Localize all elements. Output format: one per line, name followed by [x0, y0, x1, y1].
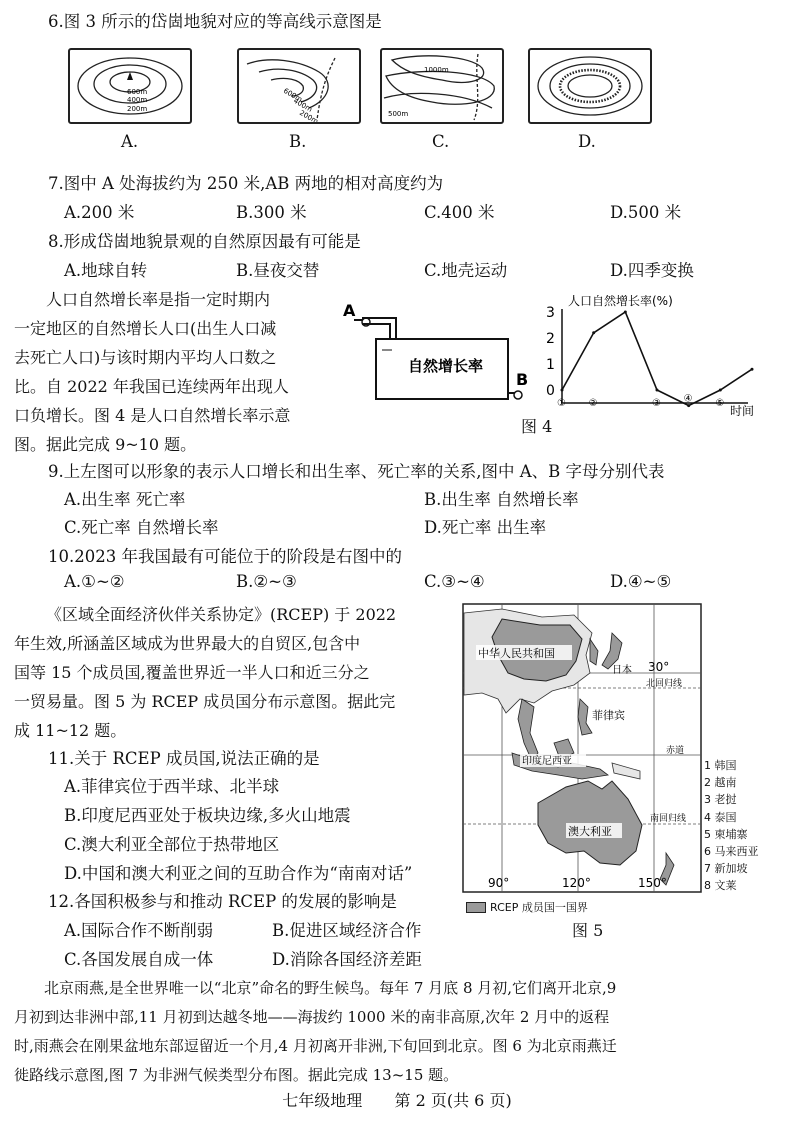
contour-map-c: [380, 48, 504, 124]
member-item: 2 越南: [704, 776, 737, 790]
chart-point-label: ③: [652, 398, 661, 409]
member-item: 7 新加坡: [704, 862, 748, 876]
footer-page-number: 第 2 页(共 6 页): [394, 1091, 512, 1110]
q7-option-b[interactable]: B.300 米: [236, 203, 307, 222]
q6-label-a: A.: [121, 132, 139, 151]
fig5-legend: RCEP 成员国一国界: [466, 899, 588, 915]
peak-icon: [127, 72, 133, 80]
legend-swatch: [466, 902, 486, 913]
svg-text:南回归线: 南回归线: [650, 814, 687, 824]
chart-point-label: ①: [557, 398, 566, 409]
q12-option-b[interactable]: B.促进区域经济合作: [272, 921, 422, 940]
svg-text:400m: 400m: [292, 96, 314, 114]
svg-text:A: A: [343, 301, 356, 320]
fig5-caption: 图 5: [572, 921, 604, 940]
svg-text:90°: 90°: [488, 876, 510, 890]
chart-point: [656, 389, 659, 392]
q11-option-a[interactable]: A.菲律宾位于西半球、北半球: [64, 777, 280, 796]
intro-population: 人口自然增长率是指一定时期内 一定地区的自然增长人口(出生人口减 去死亡人口)与该时期内平均人口数之 比。自 2022 年我国已连续两年出现人 口负增长。图 4 是人口自然增长率示意 图。据此完成 9~10 题。: [14, 290, 291, 454]
member-item: 8 文莱: [704, 879, 737, 893]
contour-map-d: [528, 48, 652, 124]
q9-stem: 9.上左图可以形象的表示人口增长和出生率、死亡率的关系,图中 A、B 字母分别代表: [48, 462, 665, 481]
q9-option-a[interactable]: A.出生率 死亡率: [64, 490, 186, 509]
chart-ylabel: 人口自然增长率(%): [568, 295, 673, 308]
q10-stem: 10.2023 年我国最有可能位于的阶段是右图中的: [48, 547, 402, 566]
q6-label-b: B.: [289, 132, 307, 151]
chart-point: [592, 331, 595, 334]
svg-text:赤道: 赤道: [666, 746, 685, 756]
q8-option-d[interactable]: D.四季变换: [610, 261, 694, 280]
svg-text:B: B: [516, 370, 529, 389]
chart-point: [751, 368, 754, 371]
member-item: 5 柬埔寨: [704, 827, 748, 841]
q11-option-c[interactable]: C.澳大利亚全部位于热带地区: [64, 835, 280, 854]
fig5-rcep-map: [462, 603, 702, 893]
svg-text:600m: 600m: [127, 88, 148, 96]
q7-option-c[interactable]: C.400 米: [424, 203, 495, 222]
q8-option-b[interactable]: B.昼夜交替: [236, 261, 320, 280]
q12-option-c[interactable]: C.各国发展自成一体: [64, 950, 214, 969]
contour-map-b: [237, 48, 361, 124]
chart-ytick-label: 3: [546, 305, 555, 321]
q8-option-a[interactable]: A.地球自转: [64, 261, 148, 280]
chart-point-label: ⑤: [715, 398, 725, 409]
chart-point-label: ④: [683, 393, 693, 405]
q11-stem: 11.关于 RCEP 成员国,说法正确的是: [48, 749, 320, 768]
q9-option-b[interactable]: B.出生率 自然增长率: [424, 490, 579, 509]
svg-text:北回归线: 北回归线: [646, 679, 683, 689]
intro-rcep: 《区域全面经济伙伴关系协定》(RCEP) 于 2022 年生效,所涵盖区域成为世界最大的自贸区,包含中 国等 15 个成员国,覆盖世界近一半人口和近三分之 一贸易量。图 5 为 RCEP 成员国分布示意图。据此完 成 11~12 题。: [14, 605, 397, 740]
svg-text:印度尼西亚: 印度尼西亚: [522, 756, 572, 767]
q9-option-c[interactable]: C.死亡率 自然增长率: [64, 518, 219, 537]
contour-c-lines: [382, 50, 502, 122]
q7-stem: 7.图中 A 处海拔约为 250 米,AB 两地的相对高度约为: [48, 174, 444, 193]
q6-label-c: C.: [432, 132, 450, 151]
drain-faucet-icon: [514, 391, 522, 399]
rcep-member-list: [704, 757, 759, 895]
contour-map-a: [68, 48, 192, 124]
q12-option-d[interactable]: D.消除各国经济差距: [272, 950, 422, 969]
member-item: 1 韩国: [704, 759, 737, 772]
svg-text:500m: 500m: [388, 110, 409, 118]
q10-option-b[interactable]: B.②~③: [236, 572, 297, 591]
footer-subject: 七年级地理: [282, 1091, 363, 1110]
fig4-growth-chart: [540, 295, 760, 425]
q8-option-c[interactable]: C.地壳运动: [424, 261, 508, 280]
svg-text:600m: 600m: [282, 86, 304, 104]
svg-text:日本: 日本: [612, 665, 632, 676]
q10-option-c[interactable]: C.③~④: [424, 572, 485, 591]
svg-text:200m: 200m: [298, 108, 320, 122]
q9-option-d[interactable]: D.死亡率 出生率: [424, 518, 547, 537]
q6-label-d: D.: [578, 132, 596, 151]
chart-ytick-label: 0: [546, 383, 555, 399]
svg-text:中华人民共和国: 中华人民共和国: [478, 647, 555, 660]
q12-stem: 12.各国积极参与和推动 RCEP 的发展的影响是: [48, 892, 397, 911]
member-item: 4 泰国: [704, 810, 737, 824]
q10-option-d[interactable]: D.④~⑤: [610, 572, 672, 591]
intro-swift: 北京雨燕,是全世界唯一以“北京”命名的野生候鸟。每年 7 月底 8 月初,它们离开北京,9 月初到达非洲中部,11 月初到达越冬地——海拔约 1000 米的南非高原,次年 2 月中的返程 时,雨燕会在刚果盆地东部逗留近一个月,4 月初离开非洲,下旬回到北京。图 6 为北京雨燕迁 徙路线示意图,图 7 为非洲气候类型分布图。据此完成 13~15 题。: [14, 979, 617, 1084]
q8-stem: 8.形成岱崮地貌景观的自然原因最有可能是: [48, 232, 361, 251]
svg-text:菲律宾: 菲律宾: [592, 709, 625, 722]
svg-text:200m: 200m: [127, 105, 148, 113]
svg-text:1000m: 1000m: [424, 66, 449, 74]
chart-ytick-label: 1: [546, 357, 555, 373]
fig4-tank-diagram: [340, 295, 540, 430]
member-item: 3 老挝: [704, 793, 737, 807]
svg-text:150°: 150°: [638, 876, 667, 890]
q12-option-a[interactable]: A.国际合作不断削弱: [64, 921, 214, 940]
chart-series-line: [562, 312, 752, 406]
contour-d-lines: [530, 50, 650, 122]
chart-xlabel: 时间: [730, 404, 755, 418]
svg-text:30°: 30°: [648, 660, 670, 674]
chart-point: [719, 389, 722, 392]
page-footer: [0, 1088, 794, 1111]
svg-text:自然增长率: 自然增长率: [408, 357, 484, 375]
member-item: 6 马来西亚: [704, 845, 759, 859]
fig4-caption: 图 4: [521, 417, 553, 436]
contour-a-lines: [70, 50, 190, 122]
contour-b-lines: [239, 50, 359, 122]
svg-text:120°: 120°: [562, 876, 591, 890]
q10-option-a[interactable]: A.①~②: [64, 572, 125, 591]
q11-option-b[interactable]: B.印度尼西亚处于板块边缘,多火山地震: [64, 806, 351, 825]
q11-option-d[interactable]: D.中国和澳大利亚之间的互助合作为“南南对话”: [64, 864, 413, 883]
q7-option-d[interactable]: D.500 米: [610, 203, 682, 222]
chart-ytick-label: 2: [546, 331, 555, 347]
svg-text:400m: 400m: [127, 96, 148, 104]
q6-stem: 6.图 3 所示的岱崮地貌对应的等高线示意图是: [48, 12, 382, 31]
q7-option-a[interactable]: A.200 米: [64, 203, 135, 222]
chart-point: [624, 311, 627, 314]
chart-point: [561, 389, 564, 392]
svg-text:澳大利亚: 澳大利亚: [568, 825, 612, 838]
chart-point-label: ②: [588, 398, 598, 409]
